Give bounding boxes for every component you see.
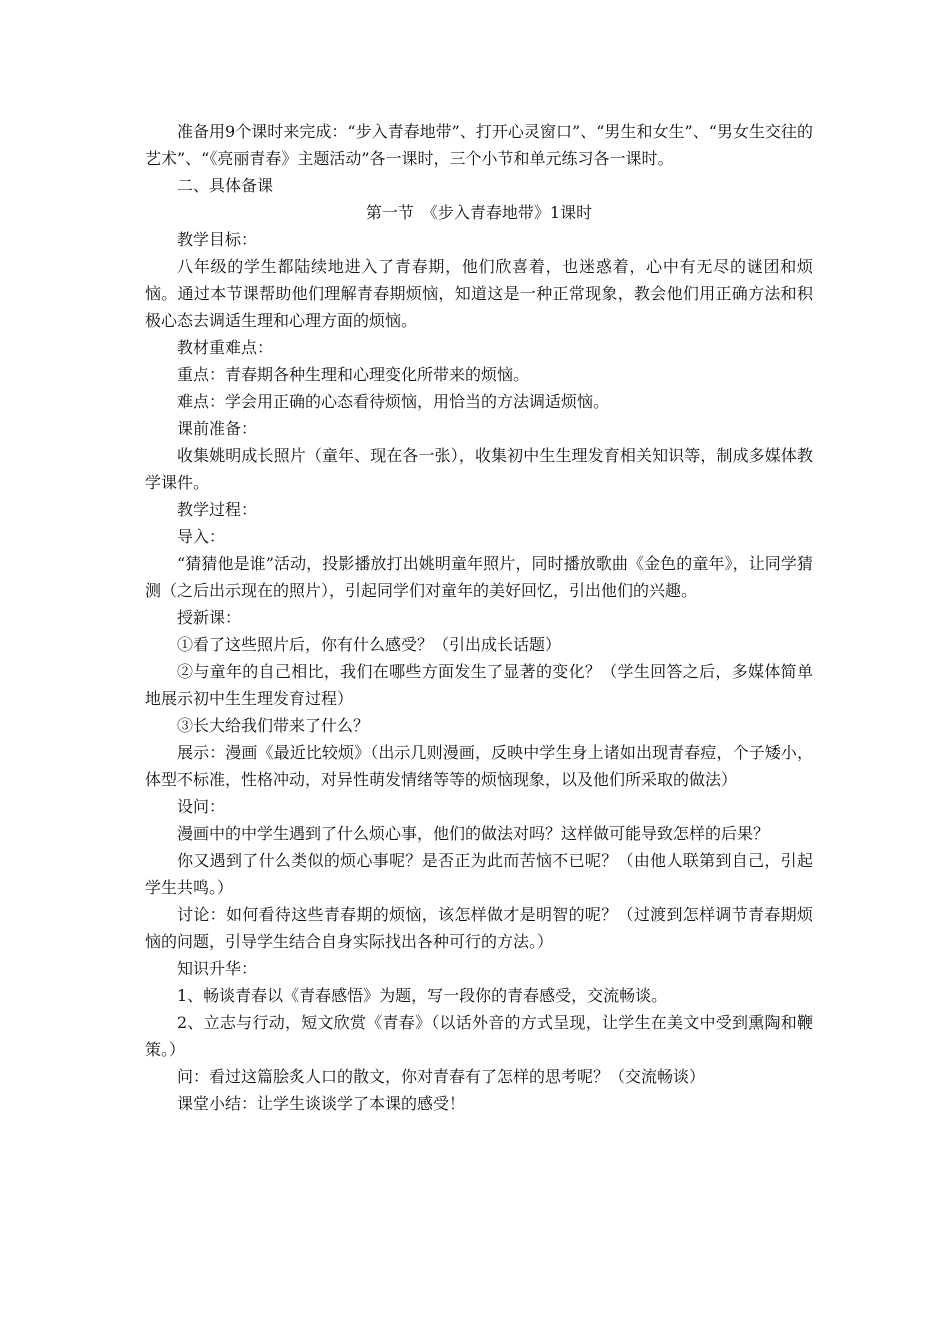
section-heading-lesson-plan: 二、具体备课 — [177, 176, 274, 195]
class-summary: 课堂小结：让学生谈谈学了本课的感受！ — [177, 1094, 466, 1113]
questions-paragraph-2: 你又遇到了什么类似的烦心事呢？是否正为此而苦恼不已呢？（由他人联第到自己，引起学生共鸣。） — [145, 851, 813, 897]
introduction-paragraph: “猜猜他是谁”活动，投影播放打出姚明童年照片，同时播放歌曲《金色的童年》，让同学猜测（之后出示现在的照片），引起同学们对童年的美好回忆，引出他们的兴趣。 — [145, 554, 813, 600]
preparation-paragraph: 收集姚明成长照片（童年、现在各一张），收集初中生生理发育相关知识等，制成多媒体教学课件。 — [145, 446, 813, 492]
questions-paragraph-1: 漫画中的中学生遇到了什么烦心事，他们的做法对吗？这样做可能导致怎样的后果？ — [177, 824, 770, 843]
intro-paragraph: 准备用9个课时来完成：“步入青春地带”、打开心灵窗口”、“男生和女生”、“男女生交往的艺术”、“《亮丽青春》主题活动”各一课时，三个小节和单元练习各一课时。 — [145, 122, 813, 168]
heading-introduction: 导入： — [177, 527, 226, 546]
reflection-question: 问：看过这篇脍炙人口的散文，你对青春有了怎样的思考呢？（交流畅谈） — [177, 1067, 706, 1086]
question-3: ③长大给我们带来了什么？ — [177, 716, 370, 735]
key-point-paragraph: 重点：青春期各种生理和心理变化所带来的烦恼。 — [177, 365, 530, 384]
document-body — [145, 118, 813, 1117]
heading-preparation: 课前准备： — [177, 419, 258, 438]
difficult-point-paragraph: 难点：学会用正确的心态看待烦恼，用恰当的方法调适烦恼。 — [177, 392, 610, 411]
heading-new-lesson: 授新课： — [177, 608, 242, 627]
heading-questions: 设问： — [177, 797, 226, 816]
lesson-title: 第一节 《步入青春地带》1课时 — [365, 203, 593, 222]
heading-key-points: 教材重难点： — [177, 338, 274, 357]
teaching-goals-paragraph: 八年级的学生都陆续地进入了青春期，他们欣喜着，也迷惑着，心中有无尽的谜团和烦恼。通过本节课帮助他们理解青春期烦恼，知道这是一种正常现象，教会他们用正确方法和积极心态去调适生理和心理方面的烦恼。 — [145, 257, 813, 330]
discussion-paragraph: 讨论：如何看待这些青春期的烦恼，该怎样做才是明智的呢？（过渡到怎样调节青春期烦恼的问题，引导学生结合自身实际找出各种可行的方法。） — [145, 905, 813, 951]
heading-knowledge-sublimation: 知识升华： — [177, 959, 258, 978]
sublimation-item-2: 2、立志与行动，短文欣赏《青春》（以话外音的方式呈现，让学生在美文中受到熏陶和鞭策。） — [145, 1013, 813, 1059]
heading-teaching-process: 教学过程： — [177, 500, 258, 519]
display-paragraph: 展示：漫画《最近比较烦》（出示几则漫画，反映中学生身上诸如出现青春痘，个子矮小，体型不标准，性格冲动，对异性萌发情绪等等的烦恼现象，以及他们所采取的做法） — [145, 743, 813, 789]
question-2: ②与童年的自己相比，我们在哪些方面发生了显著的变化？（学生回答之后，多媒体简单地展示初中生生理发育过程） — [145, 662, 813, 708]
sublimation-item-1: 1、畅谈青春以《青春感悟》为题，写一段你的青春感受，交流畅谈。 — [177, 986, 668, 1005]
question-1: ①看了这些照片后，你有什么感受？（引出成长话题） — [177, 635, 562, 654]
heading-teaching-goals: 教学目标： — [177, 230, 258, 249]
